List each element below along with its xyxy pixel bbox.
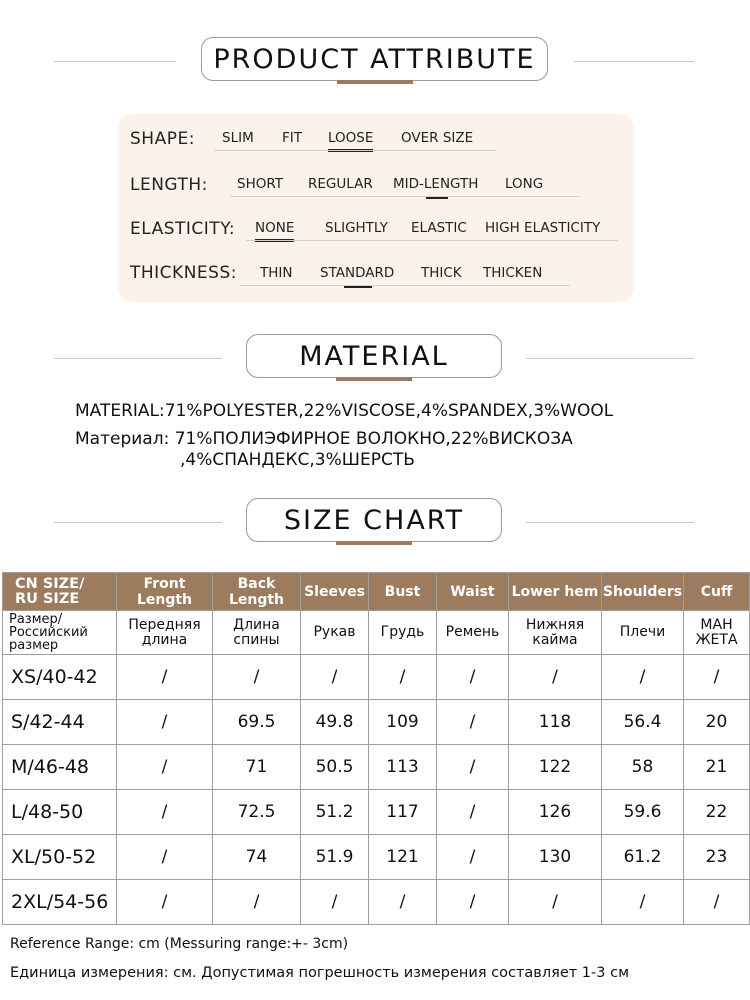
section-title: PRODUCT ATTRIBUTE	[213, 43, 536, 75]
attr-option: OVER SIZE	[401, 130, 474, 146]
value-cell: 21	[684, 745, 750, 790]
material-ru-cont: ,4%СПАНДЕКС,3%ШЕРСТЬ	[180, 450, 415, 470]
header-row-en	[3, 573, 750, 611]
header-cell-ru: Нижняя кайма	[509, 611, 602, 655]
attr-label: THICKNESS:	[130, 263, 237, 283]
header-cell: Shoulders	[602, 573, 684, 611]
reference-note-ru: Единица измерения: см. Допустимая погрешность измерения составляет 1-3 см	[10, 965, 630, 981]
value-cell: 117	[369, 790, 437, 835]
size-cell: M/46-48	[3, 745, 117, 790]
value-cell: /	[509, 880, 602, 925]
value-cell: /	[509, 655, 602, 700]
size-cell: S/42-44	[3, 700, 117, 745]
table-row	[3, 655, 750, 700]
table-row	[3, 790, 750, 835]
divider	[526, 522, 694, 523]
attr-option: THICKEN	[483, 265, 543, 281]
attr-option: THIN	[260, 265, 293, 281]
material-ru: Материал: 71%ПОЛИЭФИРНОЕ ВОЛОКНО,22%ВИСКОЗА	[75, 429, 573, 449]
header-cell: Waist	[437, 573, 509, 611]
value-cell: /	[437, 655, 509, 700]
value-cell: /	[117, 700, 213, 745]
header-cell-ru: Ремень	[437, 611, 509, 655]
divider	[54, 522, 222, 523]
value-cell: /	[437, 835, 509, 880]
value-cell: /	[437, 700, 509, 745]
value-cell: /	[602, 655, 684, 700]
value-cell: /	[369, 655, 437, 700]
value-cell: 23	[684, 835, 750, 880]
section-title-pill	[201, 37, 548, 81]
value-cell: 58	[602, 745, 684, 790]
attr-option-selected: MID-LENGTH	[393, 176, 479, 192]
size-chart-header	[0, 498, 750, 548]
section-title-pill	[246, 334, 502, 378]
value-cell: 113	[369, 745, 437, 790]
value-cell: 20	[684, 700, 750, 745]
value-cell: 71	[213, 745, 301, 790]
header-cell-ru: Передняя длина	[117, 611, 213, 655]
value-cell: 22	[684, 790, 750, 835]
table-row	[3, 835, 750, 880]
value-cell: /	[117, 745, 213, 790]
value-cell: 109	[369, 700, 437, 745]
section-title: SIZE CHART	[283, 504, 465, 536]
header-cell: Front Length	[117, 573, 213, 611]
value-cell: 118	[509, 700, 602, 745]
value-cell: 51.9	[301, 835, 369, 880]
material-en: MATERIAL:71%POLYESTER,22%VISCOSE,4%SPANDEX,3%WOOL	[75, 401, 614, 421]
header-cell-ru: Грудь	[369, 611, 437, 655]
header-cell-ru: МАН ЖЕТА	[684, 611, 750, 655]
value-cell: /	[602, 880, 684, 925]
value-cell: 72.5	[213, 790, 301, 835]
value-cell: 74	[213, 835, 301, 880]
attr-row-shape	[130, 124, 195, 154]
attr-label: LENGTH:	[130, 175, 208, 195]
attr-row-elasticity	[130, 214, 235, 244]
header-cell-ru: Рукав	[301, 611, 369, 655]
value-cell: /	[117, 880, 213, 925]
value-cell: /	[437, 790, 509, 835]
value-cell: 69.5	[213, 700, 301, 745]
title-accent	[336, 377, 412, 381]
divider	[54, 61, 176, 62]
attr-option-selected: STANDARD	[320, 265, 395, 281]
header-cell: CN SIZE/ RU SIZE	[3, 573, 117, 611]
header-cell: Back Length	[213, 573, 301, 611]
value-cell: /	[684, 880, 750, 925]
attr-option: THICK	[421, 265, 462, 281]
divider	[240, 285, 570, 286]
divider	[574, 61, 694, 62]
value-cell: 130	[509, 835, 602, 880]
header-cell: Lower hem	[509, 573, 602, 611]
value-cell: /	[437, 745, 509, 790]
size-cell: XS/40-42	[3, 655, 117, 700]
attr-option: SLIM	[222, 130, 254, 146]
value-cell: /	[437, 880, 509, 925]
attr-option: SHORT	[237, 176, 283, 192]
divider	[246, 240, 618, 241]
header-row-ru	[3, 611, 750, 655]
value-cell: 50.5	[301, 745, 369, 790]
divider	[230, 196, 580, 197]
size-cell: XL/50-52	[3, 835, 117, 880]
attr-option: HIGH ELASTICITY	[485, 220, 601, 236]
value-cell: /	[301, 880, 369, 925]
value-cell: /	[117, 655, 213, 700]
value-cell: /	[213, 655, 301, 700]
value-cell: /	[369, 880, 437, 925]
header-cell: Sleeves	[301, 573, 369, 611]
table-row	[3, 745, 750, 790]
value-cell: /	[117, 790, 213, 835]
table-row	[3, 700, 750, 745]
attr-row-length	[130, 170, 208, 200]
value-cell: /	[684, 655, 750, 700]
table-row	[3, 880, 750, 925]
attr-option: ELASTIC	[411, 220, 467, 236]
divider	[526, 358, 694, 359]
header-cell: Bust	[369, 573, 437, 611]
value-cell: /	[117, 835, 213, 880]
value-cell: 59.6	[602, 790, 684, 835]
attr-option: LONG	[505, 176, 544, 192]
size-cell: L/48-50	[3, 790, 117, 835]
section-title-pill	[246, 498, 502, 542]
value-cell: 61.2	[602, 835, 684, 880]
attr-option-selected: LOOSE	[328, 130, 374, 146]
header-cell: Cuff	[684, 573, 750, 611]
attr-option: SLIGHTLY	[325, 220, 388, 236]
reference-note-en: Reference Range: cm (Messuring range:+- 3cm)	[10, 936, 349, 952]
value-cell: 121	[369, 835, 437, 880]
size-cell: 2XL/54-56	[3, 880, 117, 925]
value-cell: /	[301, 655, 369, 700]
value-cell: 49.8	[301, 700, 369, 745]
header-cell-ru: Длина спины	[213, 611, 301, 655]
attr-row-thickness	[130, 258, 237, 288]
attribute-panel	[118, 114, 634, 302]
header-cell-ru: Плечи	[602, 611, 684, 655]
header-cell-ru: Размер/ Российский размер	[3, 611, 117, 655]
divider	[214, 150, 496, 151]
title-accent	[337, 80, 413, 84]
attr-label: ELASTICITY:	[130, 219, 236, 239]
value-cell: /	[213, 880, 301, 925]
divider	[54, 358, 222, 359]
value-cell: 126	[509, 790, 602, 835]
section-title: MATERIAL	[299, 340, 449, 372]
material-header	[0, 334, 750, 384]
title-accent	[336, 541, 412, 545]
size-chart-table	[2, 572, 750, 925]
attr-option-selected: NONE	[255, 220, 295, 236]
attr-option: FIT	[282, 130, 302, 146]
value-cell: 122	[509, 745, 602, 790]
attr-label: SHAPE:	[130, 129, 195, 149]
attr-option: REGULAR	[308, 176, 373, 192]
value-cell: 51.2	[301, 790, 369, 835]
value-cell: 56.4	[602, 700, 684, 745]
product-attribute-header	[0, 37, 750, 87]
